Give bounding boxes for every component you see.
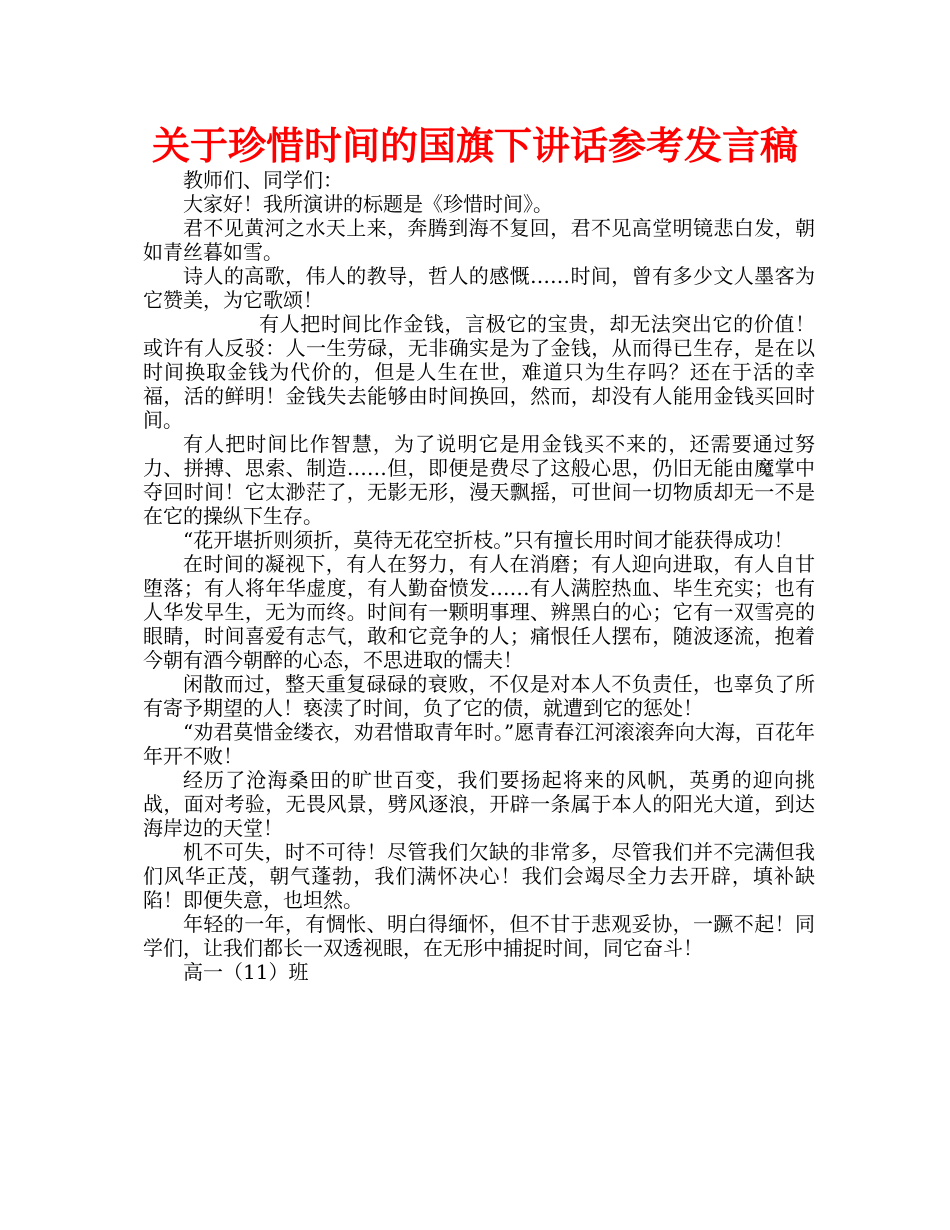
document-body <box>143 168 815 984</box>
salutation: 教师们、同学们： <box>183 168 343 192</box>
signature-class: 高一（11）班 <box>183 960 309 984</box>
paragraph-challenge: 经历了沧海桑田的旷世百变，我们要扬起将来的风帆，英勇的迎向挑战，面对考验，无畏风景，劈风逐浪，开辟一条属于本人的阳光大道，到达海岸边的天堂！ <box>143 768 815 840</box>
paragraph-idle: 闲散而过，整天重复碌碌的衰败，不仅是对本人不负责任，也辜负了所有寄予期望的人！亵渎了时间，负了它的债，就遭到它的惩处！ <box>143 672 815 720</box>
paragraph-money: 有人把时间比作金钱，言极它的宝贵，却无法突出它的价值！或许有人反驳：人一生劳碌，无非确实是为了金钱，从而得已生存，是在以时间换取金钱为代价的，但是人生在世，难道只为生存吗？还在于活的幸福，活的鲜明！金钱失去能够由时间换回，然而，却没有人能用金钱买回时间。 <box>143 312 815 432</box>
paragraph-praise: 诗人的高歌，伟人的教导，哲人的感慨……时间，曾有多少文人墨客为它赞美，为它歌颂！ <box>143 264 815 312</box>
paragraph-gaze: 在时间的凝视下，有人在努力，有人在消磨；有人迎向进取，有人自甘堕落；有人将年华虚度，有人勤奋愤发……有人满腔热血、毕生充实；也有人华发早生，无为而终。时间有一颗明事理、辨黑白的心；它有一双雪亮的眼睛，时间喜爱有志气，敢和它竞争的人；痛恨任人摆布，随波逐流，抱着今朝有酒今朝醉的心态，不思进取的懦夫！ <box>143 552 815 672</box>
paragraph-wisdom: 有人把时间比作智慧，为了说明它是用金钱买不来的，还需要通过努力、拼搏、思索、制造……但，即便是费尽了这般心思，仍旧无能由魔掌中夺回时间！它太渺茫了，无影无形，漫天飘摇，可世间一切物质却无一不是在它的操纵下生存。 <box>143 432 815 528</box>
paragraph-greeting: 大家好！我所演讲的标题是《珍惜时间》。 <box>183 192 553 216</box>
paragraph-poem: 君不见黄河之水天上来，奔腾到海不复回，君不见高堂明镜悲白发，朝如青丝暮如雪。 <box>143 216 815 264</box>
document-title: 关于珍惜时间的国旗下讲话参考发言稿 <box>151 124 798 168</box>
paragraph-closing: 年轻的一年，有惆怅、明白得缅怀，但不甘于悲观妥协，一蹶不起！同学们，让我们都长一双透视眼，在无形中捕捉时间，同它奋斗！ <box>143 912 815 960</box>
paragraph-flower-quote: “花开堪折则须折，莫待无花空折枝。”只有擅长用时间才能获得成功！ <box>183 528 794 552</box>
paragraph-opportunity: 机不可失，时不可待！尽管我们欠缺的非常多，尽管我们并不完满但我们风华正茂，朝气蓬勃，我们满怀决心！我们会竭尽全力去开辟，填补缺陷！即便失意，也坦然。 <box>143 840 815 912</box>
paragraph-youth-quote: “劝君莫惜金缕衣，劝君惜取青年时。”愿青春江河滚滚奔向大海，百花年年开不败！ <box>143 720 815 768</box>
